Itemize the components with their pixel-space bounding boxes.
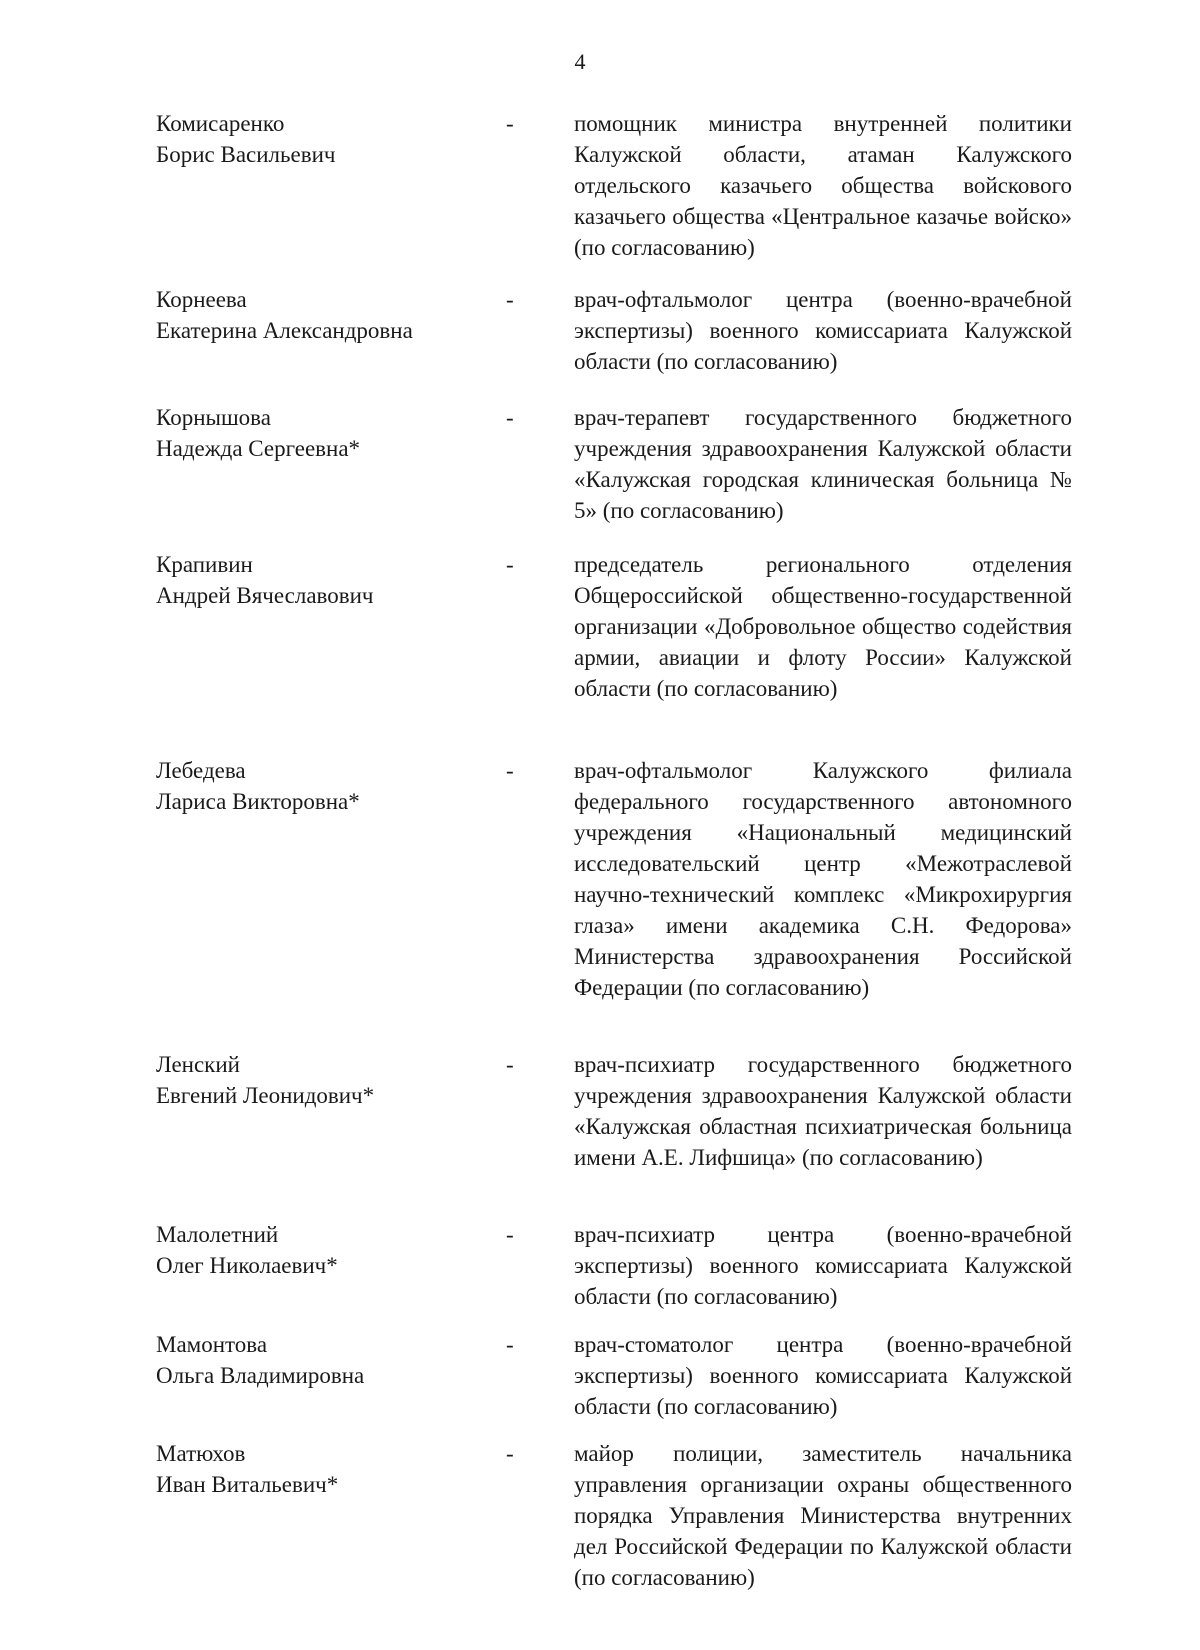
person-surname: Ленский — [156, 1052, 240, 1077]
person-name — [156, 1049, 486, 1111]
person-surname: Комисаренко — [156, 111, 285, 136]
person-given-names: Лариса Викторовна* — [156, 789, 360, 814]
page-number: 4 — [574, 49, 586, 74]
dash-separator: - — [506, 287, 514, 312]
position-description: врач-терапевт государственного бюджетного учреждения здравоохранения Калужской области «Калужская городская клиническая больница № 5» (по согласованию) — [574, 405, 1072, 523]
person-surname: Крапивин — [156, 552, 253, 577]
position-description: помощник министра внутренней политики Калужской области, атаман Калужского отдельского казачьего общества войскового казачьего общества «Центральное казачье войско» (по согласованию) — [574, 111, 1072, 260]
person-given-names: Борис Васильевич — [156, 142, 336, 167]
person-surname: Мамонтова — [156, 1332, 268, 1357]
person-name — [156, 108, 486, 170]
person-given-names: Олег Николаевич* — [156, 1253, 338, 1278]
dash-separator: - — [506, 1222, 514, 1247]
person-name — [156, 402, 486, 464]
position-description: врач-офтальмолог Калужского филиала федерального государственного автономного учреждения «Национальный медицинский исследовательский центр «Межотраслевой научно-технический комплекс «Микрохирургия глаза» имени академика С.Н. Федорова» Министерства здравоохранения Российской Федерации (по согласованию) — [574, 758, 1072, 1000]
person-given-names: Евгений Леонидович* — [156, 1083, 375, 1108]
person-given-names: Надежда Сергеевна* — [156, 436, 361, 461]
dash-separator: - — [506, 405, 514, 430]
person-given-names: Ольга Владимировна — [156, 1363, 365, 1388]
person-name — [156, 1219, 486, 1281]
person-given-names: Андрей Вячеславович — [156, 583, 374, 608]
dash-separator: - — [506, 758, 514, 783]
person-surname: Матюхов — [156, 1441, 246, 1466]
person-name — [156, 1438, 486, 1500]
person-given-names: Екатерина Александровна — [156, 318, 413, 343]
position-description: председатель регионального отделения Общероссийской общественно-государственной организации «Добровольное общество содействия армии, авиации и флоту России» Калужской области (по согласованию) — [574, 552, 1072, 701]
position-description: врач-психиатр государственного бюджетного учреждения здравоохранения Калужской области «Калужская областная психиатрическая больница имени А.Е. Лифшица» (по согласованию) — [574, 1052, 1072, 1170]
person-surname: Лебедева — [156, 758, 246, 783]
person-name — [156, 284, 486, 346]
dash-separator: - — [506, 1441, 514, 1466]
person-surname: Корнеева — [156, 287, 247, 312]
person-surname: Малолетний — [156, 1222, 279, 1247]
position-description: майор полиции, заместитель начальника управления организации охраны общественного порядка Управления Министерства внутренних дел Российской Федерации по Калужской области (по согласованию) — [574, 1441, 1072, 1590]
dash-separator: - — [506, 1332, 514, 1357]
dash-separator: - — [506, 1052, 514, 1077]
person-given-names: Иван Витальевич* — [156, 1472, 339, 1497]
person-name — [156, 549, 486, 611]
dash-separator: - — [506, 111, 514, 136]
position-description: врач-офтальмолог центра (военно-врачебной экспертизы) военного комиссариата Калужской области (по согласованию) — [574, 287, 1072, 374]
person-surname: Корнышова — [156, 405, 271, 430]
dash-separator: - — [506, 552, 514, 577]
position-description: врач-психиатр центра (военно-врачебной экспертизы) военного комиссариата Калужской области (по согласованию) — [574, 1222, 1072, 1309]
person-name — [156, 1329, 486, 1391]
position-description: врач-стоматолог центра (военно-врачебной экспертизы) военного комиссариата Калужской области (по согласованию) — [574, 1332, 1072, 1419]
person-name — [156, 755, 486, 817]
